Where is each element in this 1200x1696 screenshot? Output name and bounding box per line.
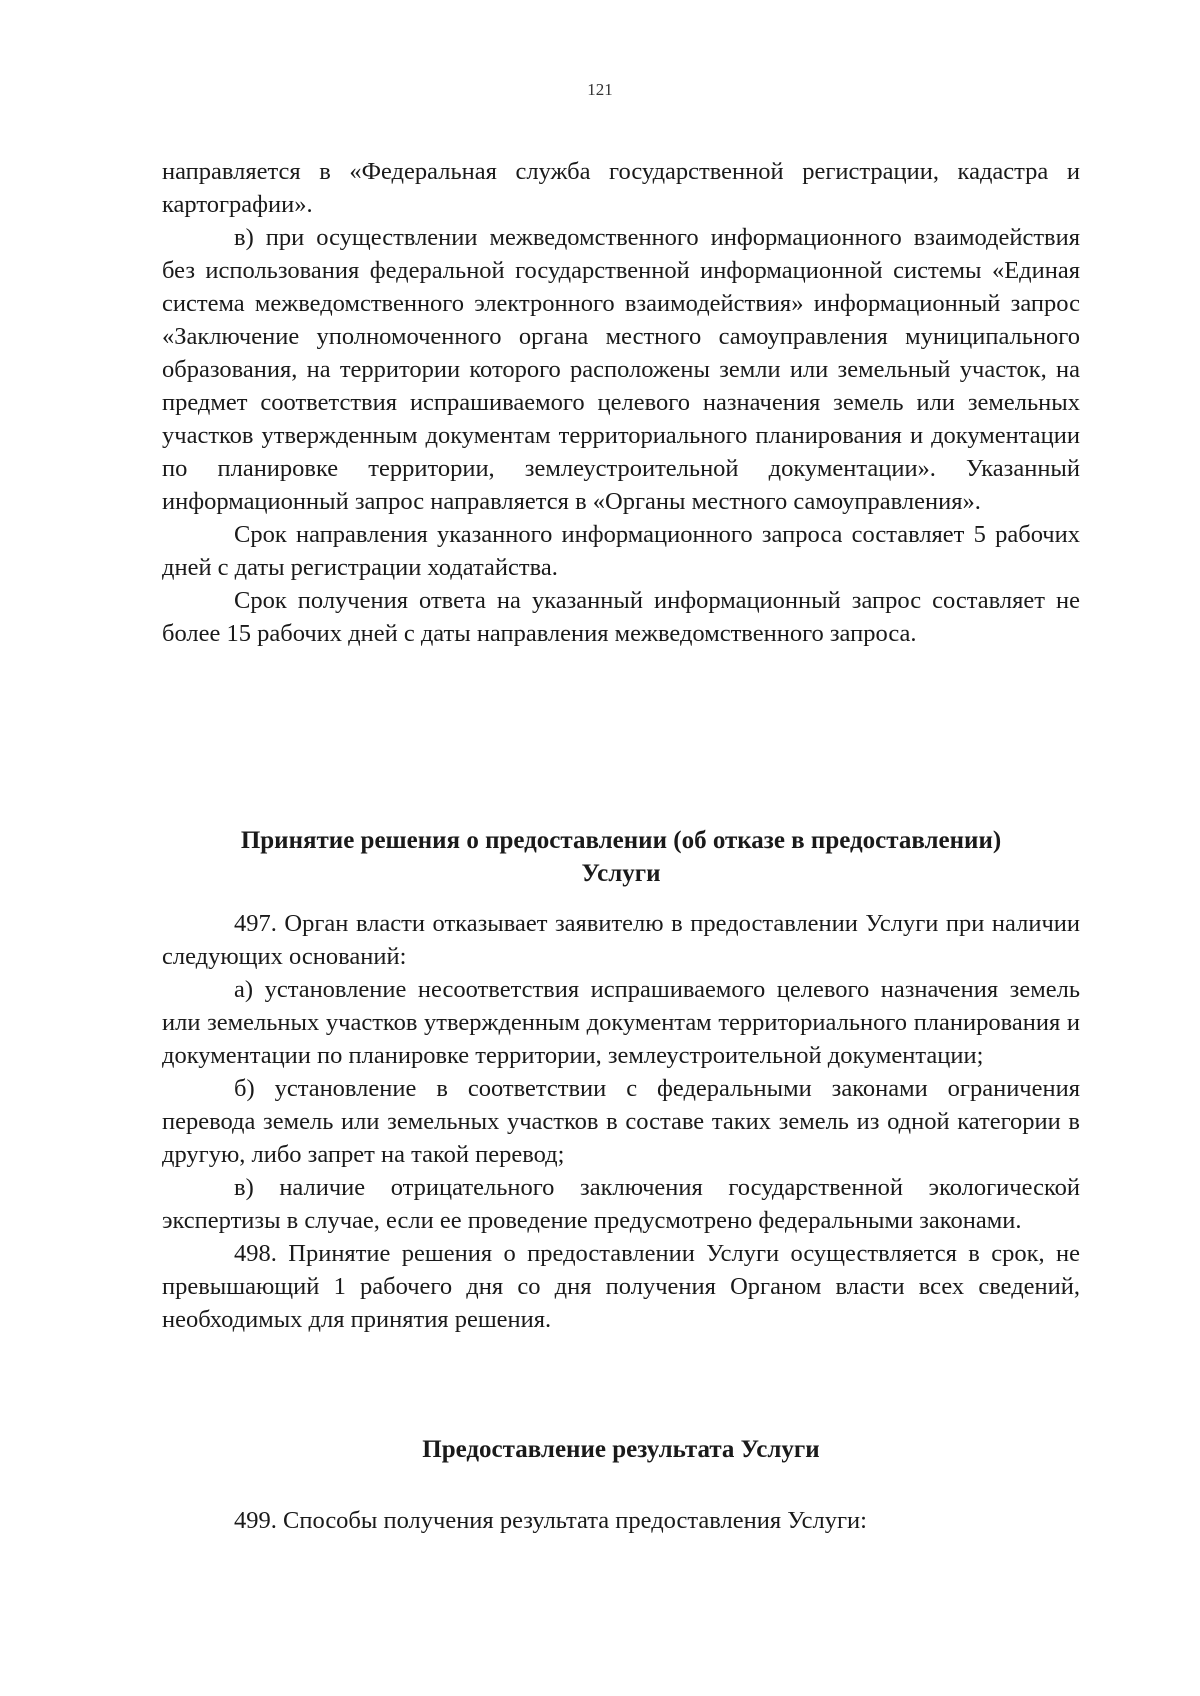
paragraph: 497. Орган власти отказывает заявителю в предоставлении Услуги при наличии следующих оснований: xyxy=(162,910,1080,970)
section-decision xyxy=(162,907,1080,1336)
page-number: 121 xyxy=(587,80,613,99)
section-heading-decision xyxy=(162,824,1080,890)
section-intersystem-request xyxy=(162,155,1080,650)
paragraph: Срок получения ответа на указанный информационный запрос составляет не более 15 рабочих дней с даты направления межведомственного запроса. xyxy=(162,587,1080,647)
heading-line: Предоставление результата Услуги xyxy=(422,1436,820,1463)
paragraph: 498. Принятие решения о предоставлении Услуги осуществляется в срок, не превышающий 1 рабочего дня со дня получения Органом власти всех сведений, необходимых для принятия решения. xyxy=(162,1240,1080,1333)
paragraph: в) при осуществлении межведомственного информационного взаимодействия без использования федеральной государственной информационной системы «Единая система межведомственного электронного взаимодействия» информационный запрос «Заключение уполномоченного органа местного самоуправления муниципального образования, на территории которого расположены земли или земельный участок, на предмет соответствия испрашиваемого целевого назначения земель или земельных участков утвержденным документам территориального планирования и документации по планировке территории, землеустроительной документации». Указанный информационный запрос направляется в «Органы местного самоуправления». xyxy=(162,224,1080,515)
heading-line: Услуги xyxy=(581,860,661,887)
paragraph: Срок направления указанного информационного запроса составляет 5 рабочих дней с даты регистрации ходатайства. xyxy=(162,521,1080,581)
section-result xyxy=(162,1504,1080,1537)
paragraph: в) наличие отрицательного заключения государственной экологической экспертизы в случае, если ее проведение предусмотрено федеральными законами. xyxy=(162,1174,1080,1234)
section-heading-result xyxy=(162,1433,1080,1466)
paragraph: а) установление несоответствия испрашиваемого целевого назначения земель или земельных участков утвержденным документам территориального планирования и документации по планировке территории, землеустроительной документации; xyxy=(162,976,1080,1069)
paragraph: б) установление в соответствии с федеральными законами ограничения перевода земель или земельных участков в составе таких земель из одной категории в другую, либо запрет на такой перевод; xyxy=(162,1075,1080,1168)
paragraph: 499. Способы получения результата предоставления Услуги: xyxy=(234,1507,867,1534)
paragraph: направляется в «Федеральная служба государственной регистрации, кадастра и картографии». xyxy=(162,158,1080,218)
heading-line: Принятие решения о предоставлении (об отказе в предоставлении) xyxy=(240,827,1002,854)
